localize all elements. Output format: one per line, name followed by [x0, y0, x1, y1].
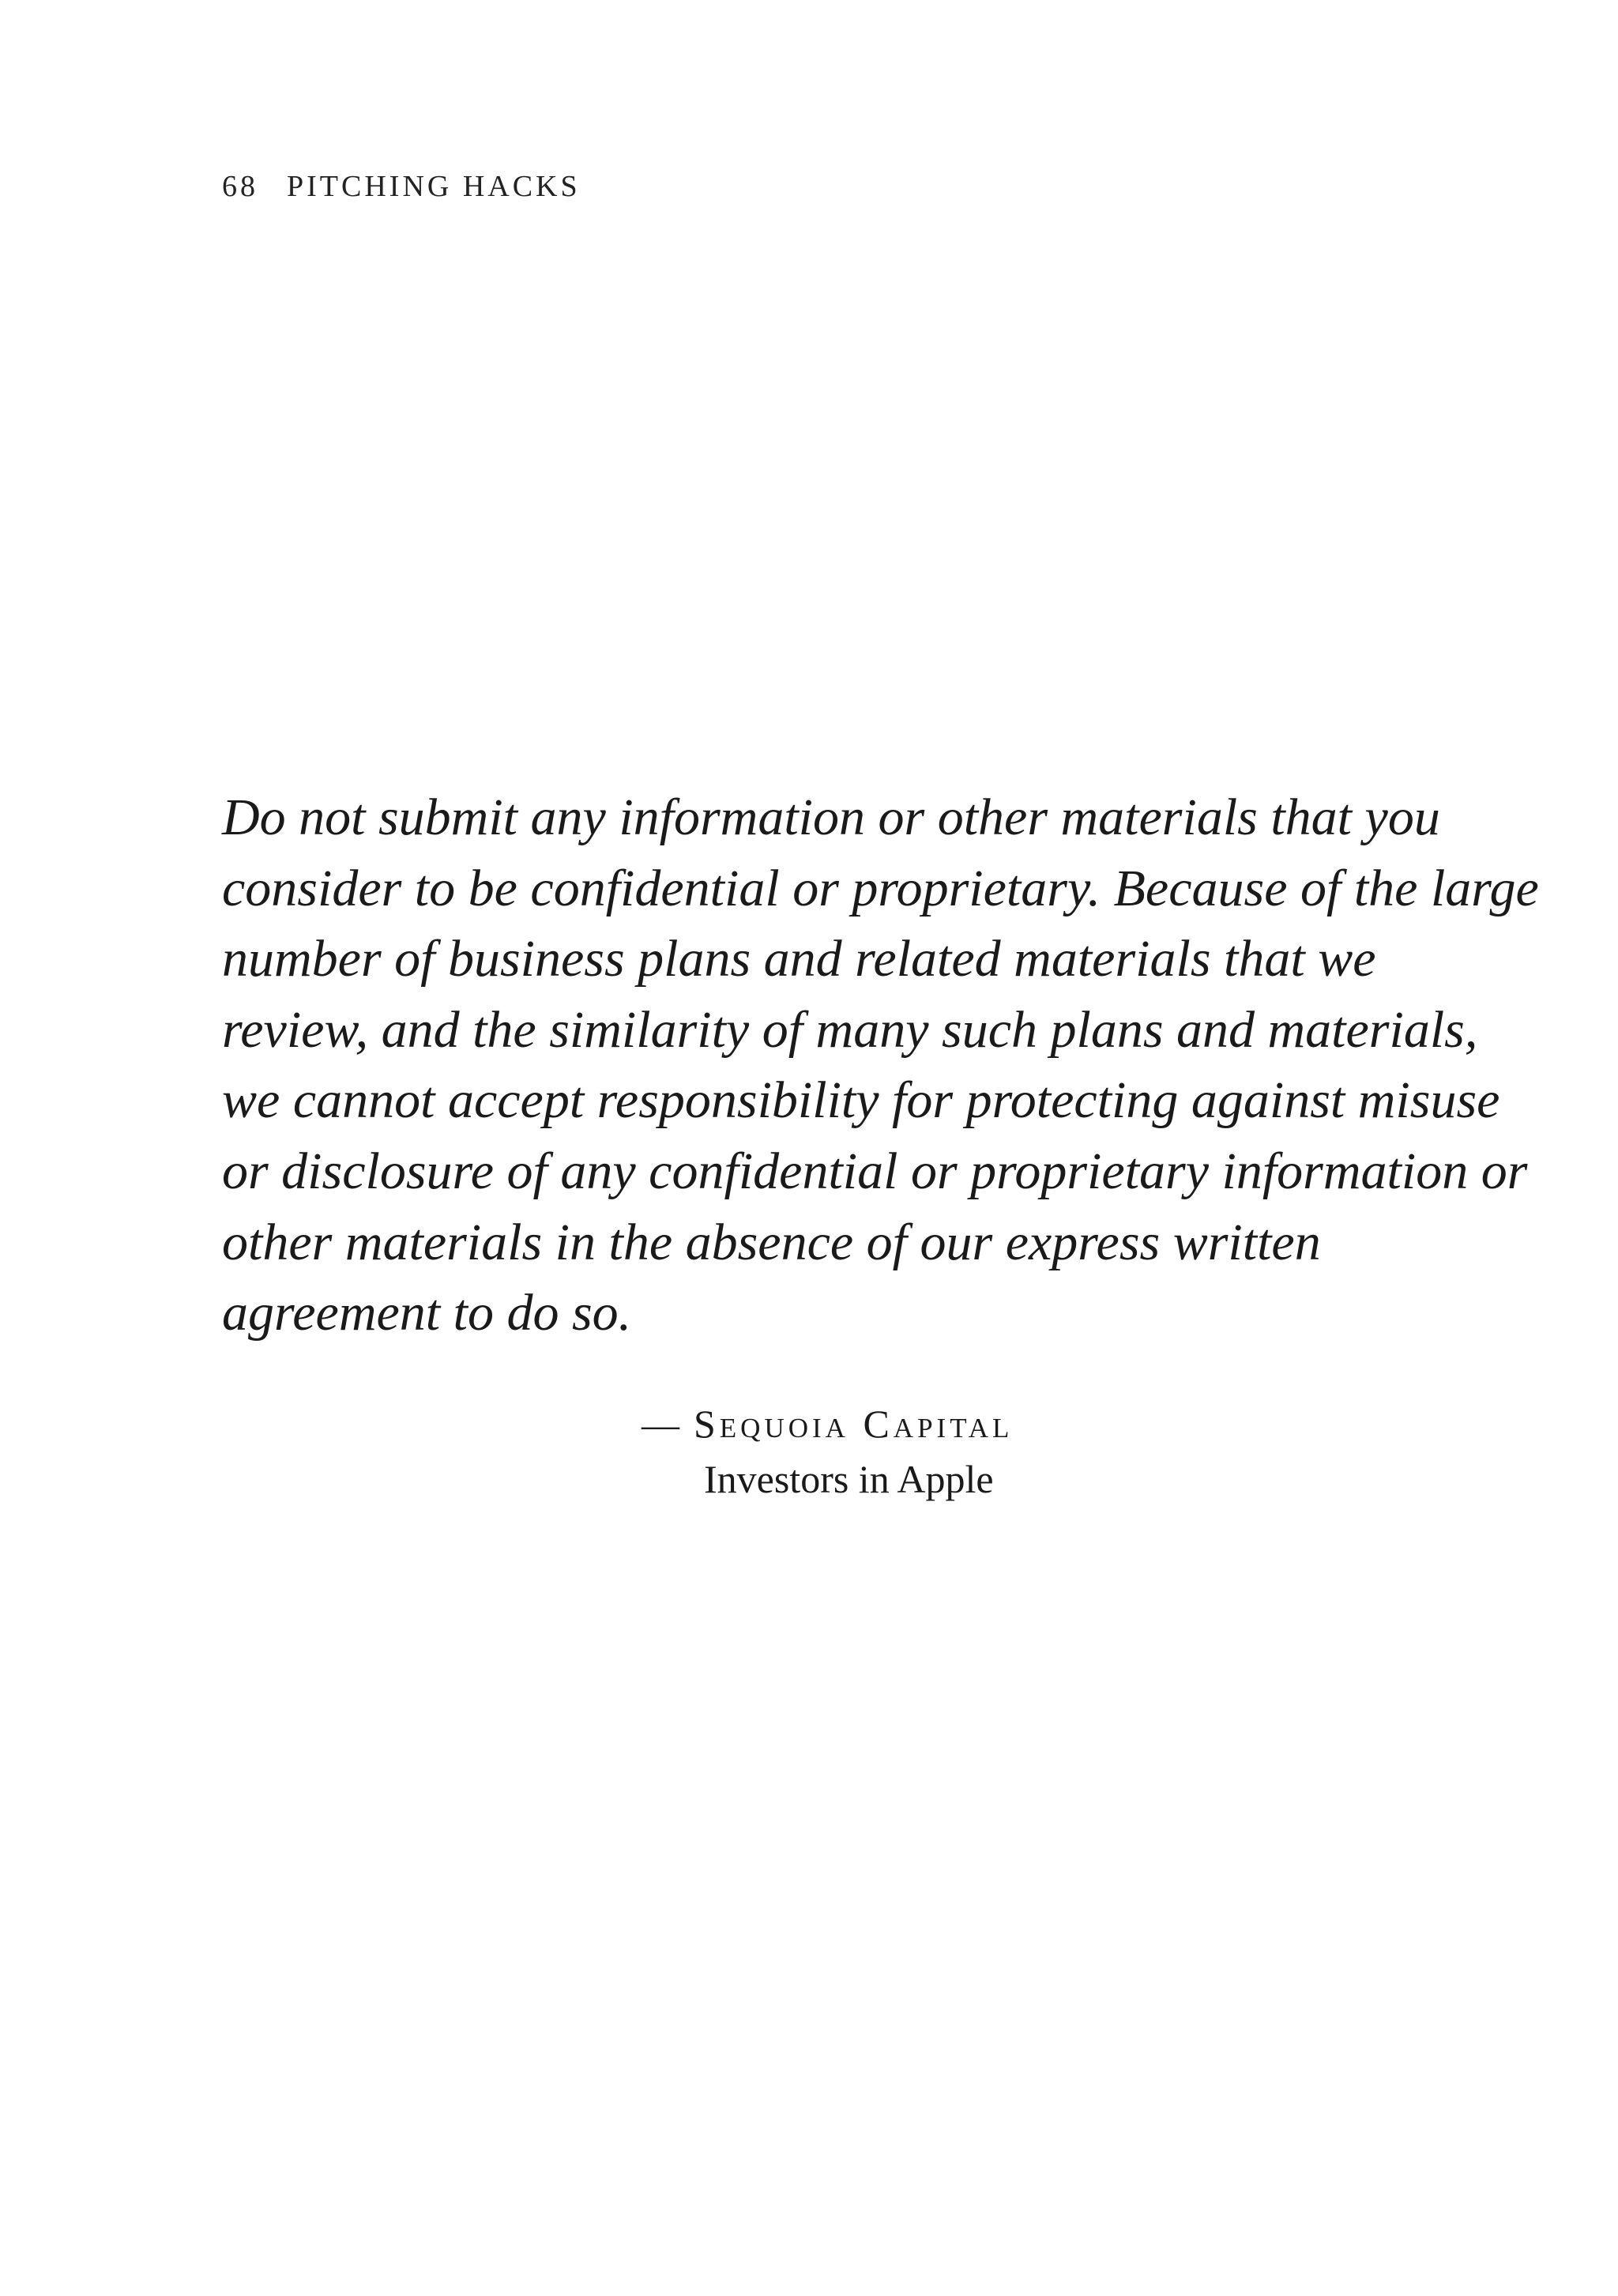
attribution	[642, 1397, 1013, 1506]
quote-line: number of business plans and related materials that we	[222, 930, 1376, 988]
quote-line: Do not submit any information or other materials that you	[222, 789, 1440, 846]
attribution-source: Sequoia Capital	[694, 1402, 1014, 1446]
attribution-role: Investors in Apple	[704, 1457, 994, 1501]
em-dash: —	[642, 1404, 679, 1446]
quote-line: we cannot accept responsibility for protecting against misuse	[222, 1071, 1500, 1130]
book-title: PITCHING HACKS	[287, 170, 581, 203]
quote-line: or disclosure of any confidential or proprietary information or	[222, 1142, 1528, 1200]
page-number: 68	[222, 170, 258, 203]
quote-block	[222, 782, 1539, 1349]
quote-line: consider to be confidential or proprietary. Because of the large	[222, 859, 1539, 917]
quote-line: other materials in the absence of our express written	[222, 1213, 1321, 1271]
running-head	[222, 169, 581, 204]
quote-line: review, and the similarity of many such plans and materials,	[222, 1000, 1478, 1059]
quote-line: agreement to do so.	[222, 1284, 632, 1342]
attribution-source-line	[642, 1397, 1013, 1452]
